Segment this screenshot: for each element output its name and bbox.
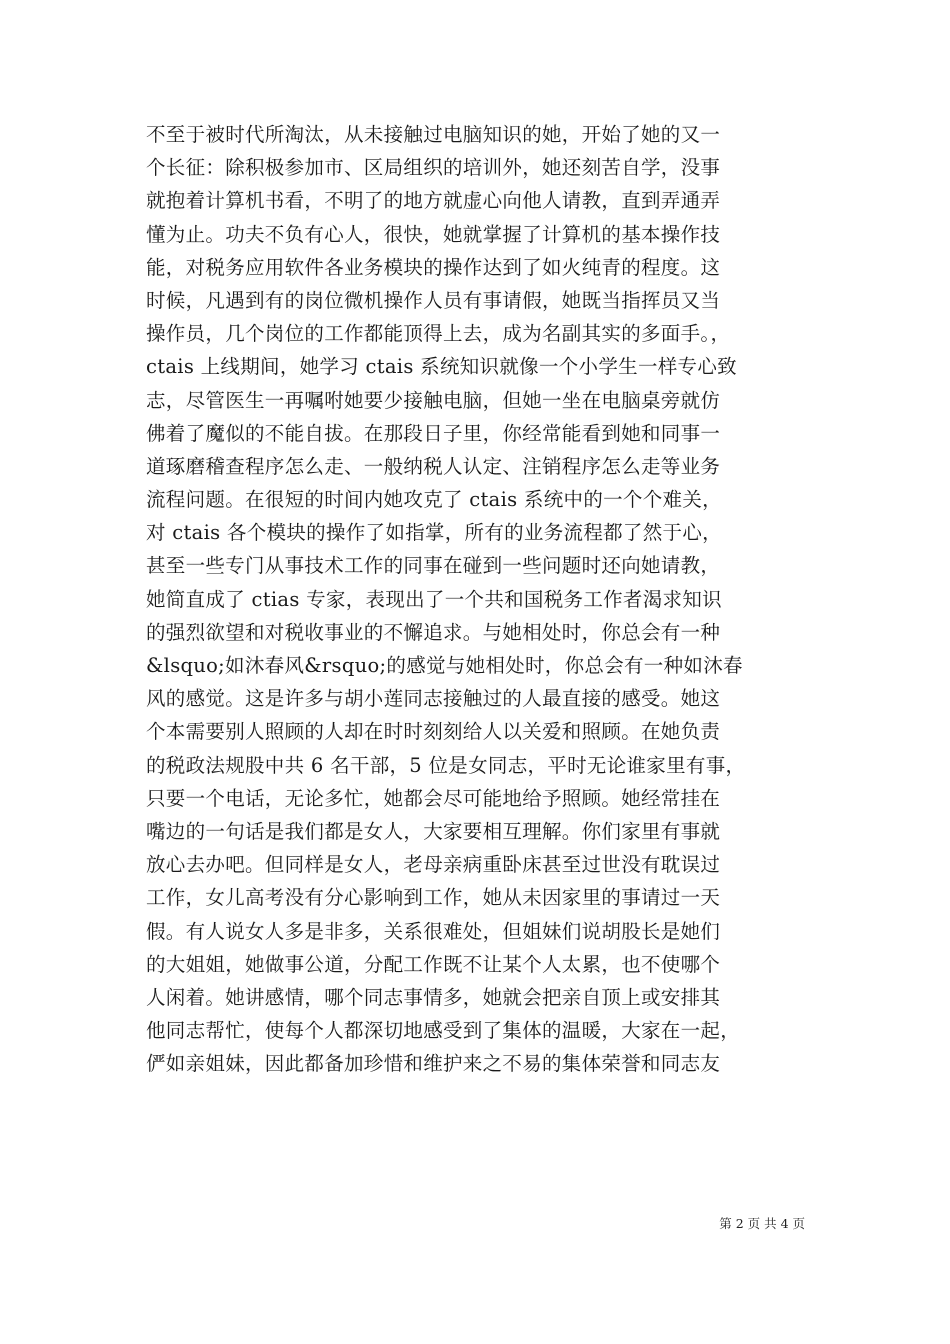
text-line: 放心去办吧。但同样是女人，老母亲病重卧床甚至过世没有耽误过 [146,853,721,877]
text-line: 的大姐姐，她做事公道，分配工作既不让某个人太累，也不使哪个 [146,952,721,976]
text-line: 不至于被时代所淘汰，从未接触过电脑知识的她，开始了她的又一 [146,123,721,146]
text-line: ctais 上线期间，她学习 ctais 系统知识就像一个小学生一样专心致 [146,355,737,379]
text-line: 人闲着。她讲感情，哪个同志事情多，她就会把亲自顶上或安排其 [146,985,721,1009]
text-line: 甚至一些专门从事技术工作的同事在碰到一些问题时还向她请教， [146,554,721,578]
text-line: &lsquo;如沐春风&rsquo;的感觉与她相处时，你总会有一种如沐春 [146,654,743,677]
text-line: 他同志帮忙，使每个人都深切地感受到了集体的温暖，大家在一起， [146,1019,741,1043]
text-line: 她简直成了 ctias 专家，表现出了一个共和国税务工作者渴求知识 [146,587,722,611]
text-line: 流程问题。在很短的时间内她攻克了 ctais 系统中的一个个难关， [146,488,722,512]
text-line: 操作员，几个岗位的工作都能顶得上去，成为名副其实的多面手。， [146,322,731,346]
text-line: 对 ctais 各个模块的操作了如指掌，所有的业务流程都了然于心， [146,521,722,545]
text-line: 佛着了魔似的不能自拔。在那段日子里，你经常能看到她和同事一 [146,421,721,445]
text-line: 的强烈欲望和对税收事业的不懈追求。与她相处时，你总会有一种 [146,620,721,644]
text-line: 俨如亲姐妹，因此都备加珍惜和维护来之不易的集体荣誉和同志友 [146,1052,721,1076]
text-line: 嘴边的一句话是我们都是女人，大家要相互理解。你们家里有事就 [146,819,721,843]
text-line: 时候，凡遇到有的岗位微机操作人员有事请假，她既当指挥员又当 [146,288,721,312]
text-line: 的税政法规股中共 6 名干部，5 位是女同志，平时无论谁家里有事， [146,753,746,777]
text-line: 道琢磨稽查程序怎么走、一般纳税人认定、注销程序怎么走等业务 [146,454,721,478]
text-line: 风的感觉。这是许多与胡小莲同志接触过的人最直接的感受。她这 [146,687,721,711]
text-line: 懂为止。功夫不负有心人，很快，她就掌握了计算机的基本操作技 [146,222,721,246]
text-line: 假。有人说女人多是非多，关系很难处，但姐妹们说胡股长是她们 [146,919,721,943]
text-line: 就抱着计算机书看，不明了的地方就虚心向他人请教，直到弄通弄 [146,189,721,213]
text-line: 工作，女儿高考没有分心影响到工作，她从未因家里的事请过一天 [146,886,721,910]
body-text [146,118,806,1080]
text-line: 能，对税务应用软件各业务模块的操作达到了如火纯青的程度。这 [146,255,721,279]
text-line: 志，尽管医生一再嘱咐她要少接触电脑，但她一坐在电脑桌旁就仿 [146,388,721,412]
text-line: 只要一个电话，无论多忙，她都会尽可能地给予照顾。她经常挂在 [146,786,721,810]
page-number: 第 2 页 共 4 页 [719,1216,805,1231]
text-line: 个本需要别人照顾的人却在时时刻刻给人以关爱和照顾。在她负责 [146,720,721,744]
text-line: 个长征：除积极参加市、区局组织的培训外，她还刻苦自学，没事 [146,156,721,180]
